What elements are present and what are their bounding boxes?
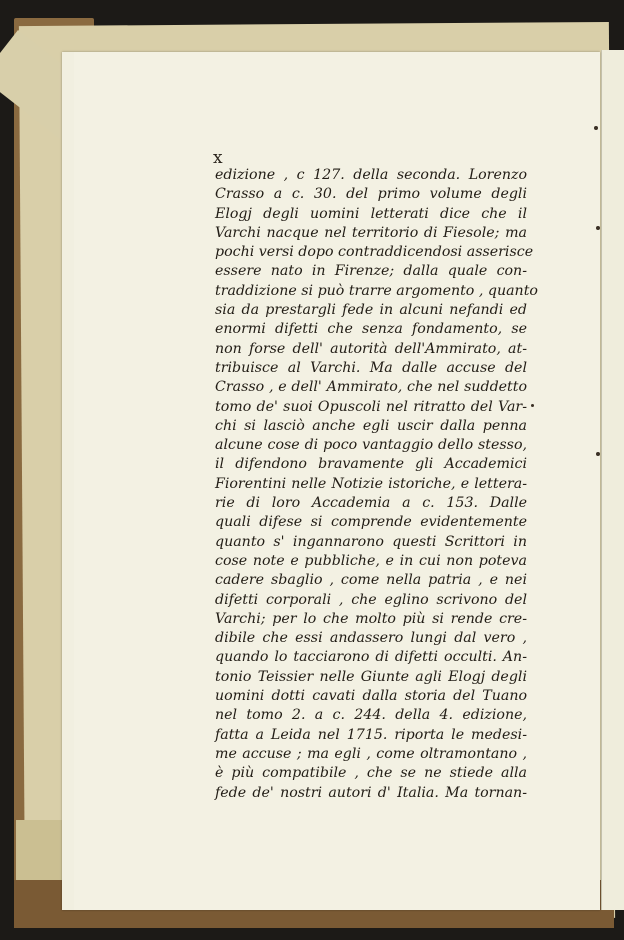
text-line: alcune cose di poco vantaggio dello stesso, <box>215 437 527 454</box>
text-line: cose note e pubbliche, e in cui non poteva <box>215 552 527 569</box>
next-page-edge <box>601 50 624 910</box>
text-line: quanto s' ingannarono questi Scrittori in <box>215 533 527 550</box>
text-line: tomo de' suoi Opuscoli nel ritratto del Var- <box>215 398 527 415</box>
text-line: enormi difetti che senza fondamento, se <box>215 321 527 338</box>
text-line: pochi versi dopo contraddicendosi asserisce <box>215 244 534 261</box>
text-line: cadere sbaglio , come nella patria , e nei <box>215 572 527 589</box>
text-line: Crasso , e dell' Ammirato, che nel suddetto <box>215 379 527 396</box>
text-line: Crasso a c. 30. del primo volume degli <box>215 186 527 203</box>
ink-speck <box>596 226 600 230</box>
text-line: è più compatibile , che se ne stiede alla <box>215 765 527 782</box>
text-line: uomini dotti cavati dalla storia del Tuano <box>215 688 527 705</box>
text-line: me accuse ; ma egli , come oltramontano , <box>215 745 527 762</box>
text-line: rie di loro Accademia a c. 153. Dalle <box>215 495 527 512</box>
text-line: sia da prestargli fede in alcuni nefandi ed <box>215 302 527 319</box>
text-line: Fiorentini nelle Notizie istoriche, e lettera- <box>215 475 527 492</box>
text-line: tonio Teissier nelle Giunte agli Elogj degli <box>215 668 527 685</box>
text-line: quali difese si comprende evidentemente <box>215 514 527 531</box>
page-number: x <box>213 148 223 168</box>
text-line: edizione , c 127. della seconda. Lorenzo <box>215 167 527 183</box>
text-line: difetti corporali , che eglino scrivono del <box>215 591 527 608</box>
text-line: fede de' nostri autori d' Italia. Ma tornan- <box>215 784 527 801</box>
body-text <box>215 166 538 803</box>
text-line: fatta a Leida nel 1715. riporta le medesi- <box>215 726 527 743</box>
ink-speck <box>594 126 598 130</box>
text-line: Varchi nacque nel territorio di Fiesole; ma <box>215 224 527 241</box>
text-line: quando lo tacciarono di difetti occulti. An- <box>215 649 527 666</box>
text-line: essere nato in Firenze; dalla quale con- <box>215 263 527 280</box>
text-line: dibile che essi andassero lungi dal vero , <box>215 630 527 647</box>
text-line: non forse dell' autorità dell'Ammirato, at- <box>215 340 527 357</box>
ink-speck <box>531 404 534 407</box>
text-line: il difendono bravamente gli Accademici <box>215 456 527 473</box>
text-line: Elogj degli uomini letterati dice che il <box>215 205 527 222</box>
ink-speck <box>596 452 600 456</box>
text-line: nel tomo 2. a c. 244. della 4. edizione, <box>215 707 527 724</box>
text-line: traddizione si può trarre argomento , quanto <box>215 282 538 299</box>
text-line: tribuisce al Varchi. Ma dalle accuse del <box>215 359 527 376</box>
text-line: chi si lasciò anche egli uscir dalla penna <box>215 417 527 434</box>
text-line: Varchi; per lo che molto più si rende cre- <box>215 610 527 627</box>
